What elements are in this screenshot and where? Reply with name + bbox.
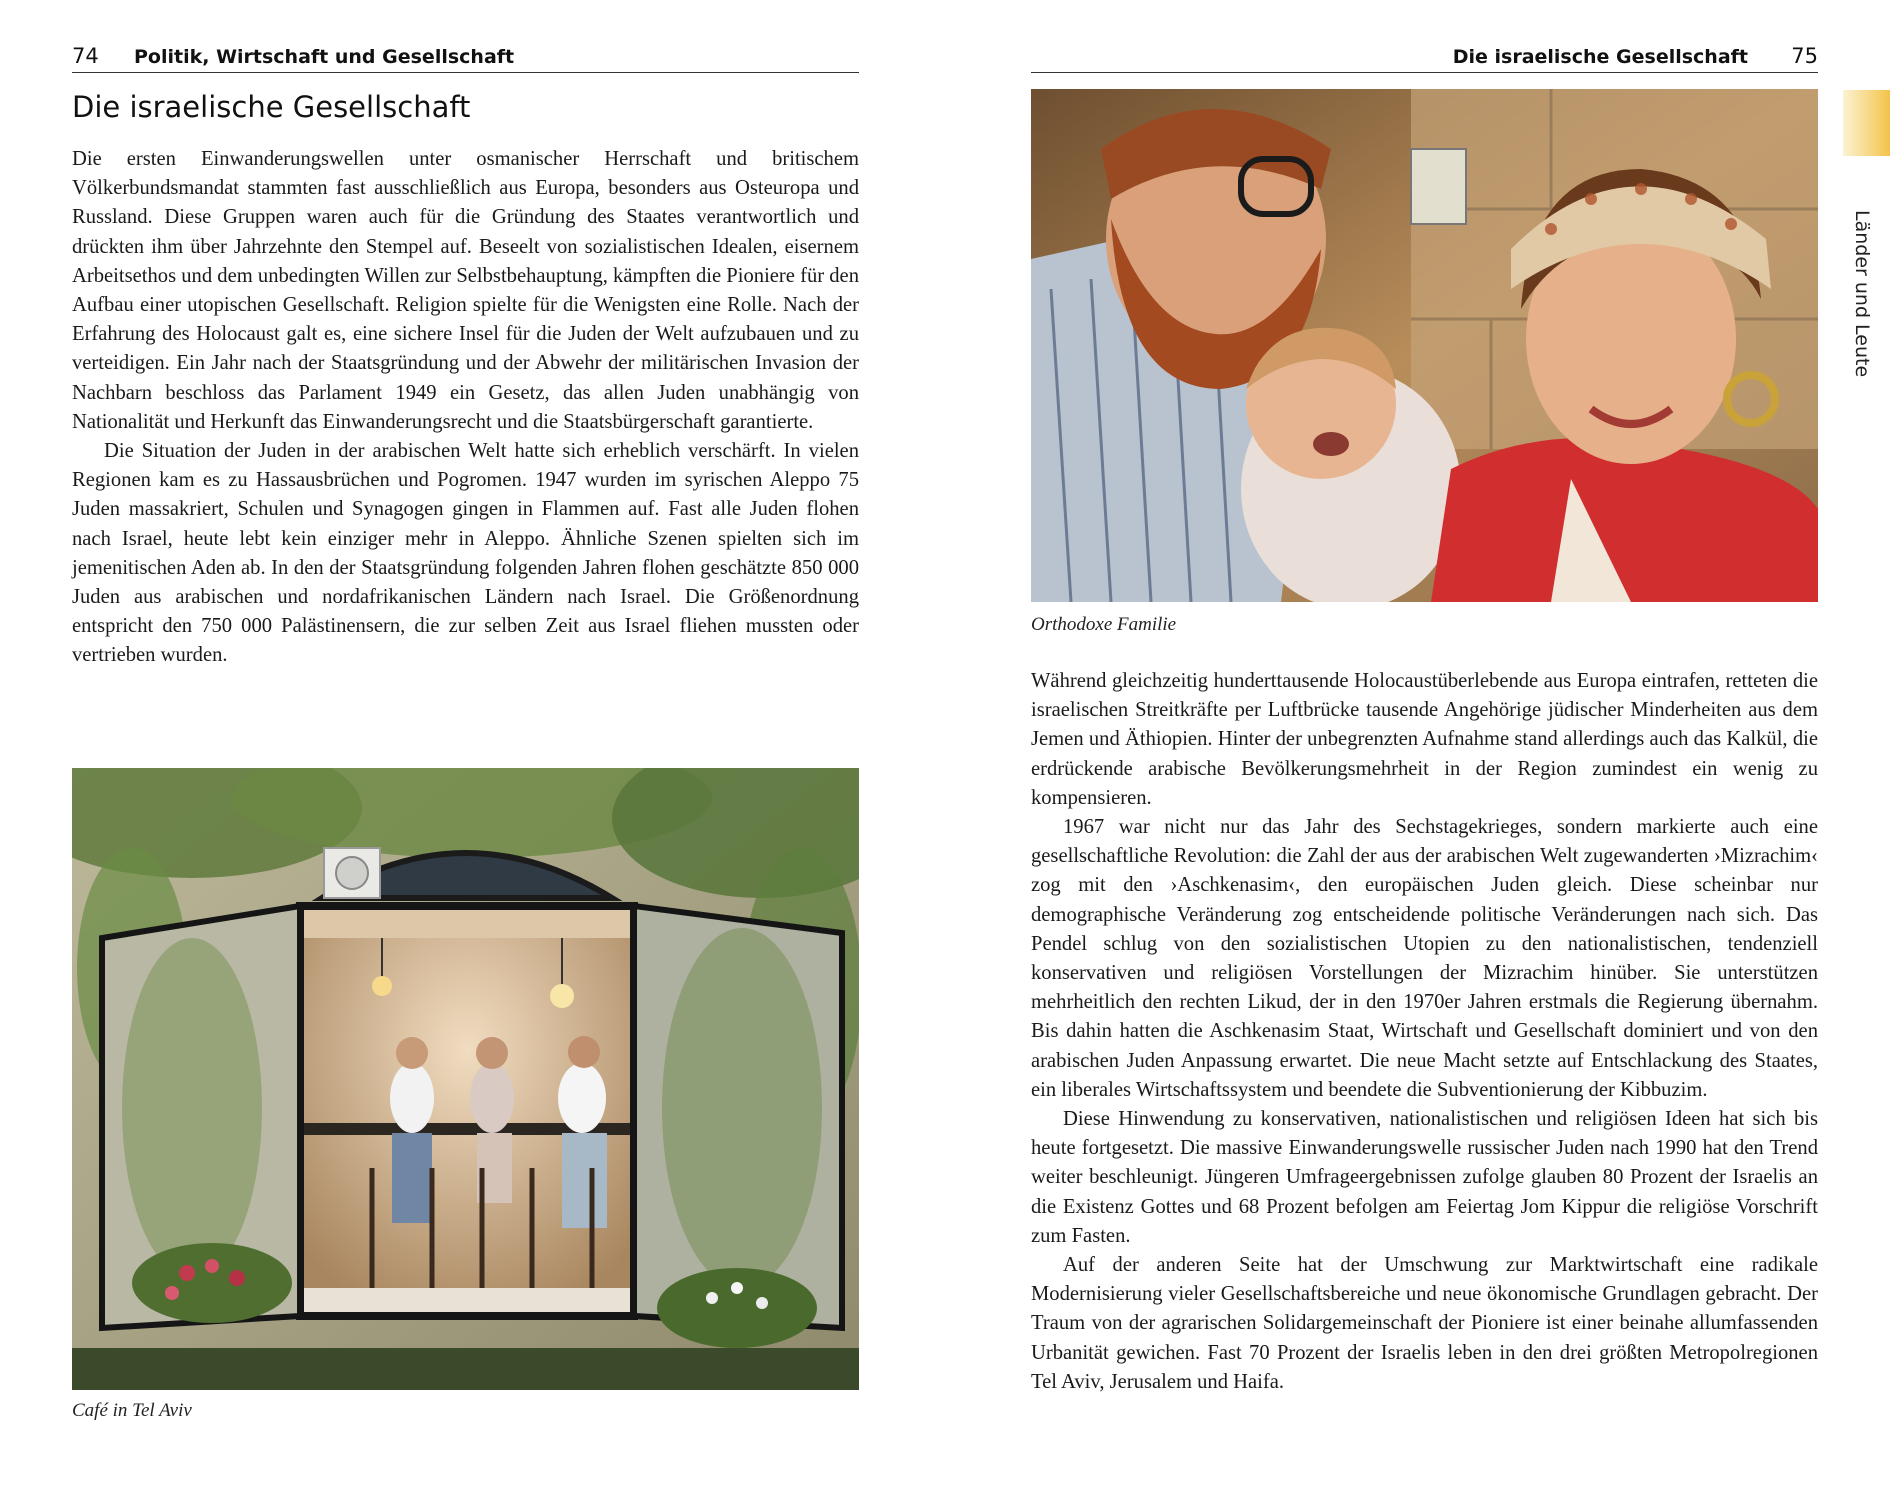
paragraph: Die ersten Einwanderungswellen unter osmanischer Herrschaft und britischem Völkerbundsmandat stammten fast ausschließlich aus Europa, besonders aus Osteuropa und Russland. Diese Gruppen waren auch für die Gründung des Staates verantwortlich und drückten ihm über Jahrzehnte den Stempel auf. Beseelt von sozialistischen Idealen, eisernem Arbeitsethos und dem unbedingten Willen zur Selbstbehauptung, kämpften die Pioniere für den Aufbau einer utopischen Gesellschaft. Religion spielte für die Wenigsten eine Rolle. Nach der Erfahrung des Holocaust galt es, eine sichere Insel für die Juden der Welt aufzubauen und zu verteidigen. Ein Jahr nach der Staatsgründung und der Abwehr der militärischen Invasion der Nachbarn beschloss das Parlament 1949 ein Gesetz, das allen Juden unabhängig von Nationalität und Herkunft das Einwanderungsrecht und die Staatsbürgerschaft garantierte. <box>72 148 859 433</box>
cafe-photo <box>72 768 859 1390</box>
running-head-right <box>1031 42 1818 73</box>
running-head-left <box>72 42 859 73</box>
family-photo <box>1031 89 1818 602</box>
paragraph: Auf der anderen Seite hat der Umschwung zur Marktwirtschaft eine radikale Modernisierung vieler Gesellschaftsbereiche und neue ökonomische Grundlagen gebracht. Der Traum von der agrarischen Solidargemeinschaft der Pioniere ist einer beinahe allumfassenden Urbanität gewichen. Fast 70 Prozent der Israelis leben in den drei größten Metropolregionen Tel Aviv, Jerusalem und Haifa. <box>1031 1254 1818 1393</box>
thumb-tab-marker <box>1843 90 1890 156</box>
running-head-title-left: Politik, Wirtschaft und Gesellschaft <box>134 46 515 68</box>
thumb-tab <box>1843 90 1890 1496</box>
right-page <box>945 0 1890 1496</box>
body-text-left <box>72 145 859 671</box>
photo-caption-left: Café in Tel Aviv <box>72 1400 192 1421</box>
body-text-right <box>1031 667 1818 1397</box>
paragraph: Diese Hinwendung zu konservativen, nationalistischen und religiösen Ideen hat sich bis heute fortgesetzt. Die massive Einwanderungswelle russischer Juden nach 1990 hat den Trend weiter beschleunigt. Jüngeren Umfrageergebnissen zufolge glauben 80 Prozent der Israelis an die Existenz Gottes und 68 Prozent befolgen am Feiertag Jom Kippur die religiöse Vorschrift zum Fasten. <box>1031 1108 1818 1247</box>
paragraph: Die Situation der Juden in der arabischen Welt hatte sich erheblich verschärft. In vielen Regionen kam es zu Hassausbrüchen und Pogromen. 1947 wurden im syrischen Aleppo 75 Juden massakriert, Schulen und Synagogen gingen in Flammen auf. Fast alle Juden flohen nach Israel, heute lebt kein einziger mehr in Aleppo. Ähnliche Szenen spielten sich im jemenitischen Aden ab. In den der Staatsgründung folgenden Jahren flohen geschätzte 850 000 Juden aus arabischen und nordafrikanischen Ländern nach Israel. Die Größenordnung entspricht den 750 000 Palästinensern, die zur selben Zeit aus Israel fliehen mussten oder vertrieben wurden. <box>72 440 859 667</box>
section-title: Die israelische Gesellschaft <box>72 90 471 124</box>
page-number-left: 74 <box>72 44 99 68</box>
thumb-tab-label: Länder und Leute <box>1851 210 1873 378</box>
running-head-title-right: Die israelische Gesellschaft <box>1452 46 1748 68</box>
paragraph: 1967 war nicht nur das Jahr des Sechstagekrieges, sondern markierte auch eine gesellschaftliche Revolution: die Zahl der aus der arabischen Welt zugewanderten ›Mizrachim‹ zog mit den ›Aschkenasim‹, den europäischen Juden gleich. Diese scheinbar nur demographische Veränderung zog entscheidende politische Veränderungen nach sich. Das Pendel schlug von den sozialistischen Utopien zu den nationalistischen, tendenziell konservativen und religiösen Vorstellungen der Mizrachim hinüber. Sie unterstützen mehrheitlich den rechten Likud, der in den 1970er Jahren erstmals die Regierung übernahm. Bis dahin hatten die Aschkenasim Staat, Wirtschaft und Gesellschaft dominiert und von den arabischen Juden Anpassung erwartet. Die neue Macht setzte auf Entschlackung des Staates, ein liberales Wirtschaftssystem und beendete die Subventionierung der Kibbuzim. <box>1031 816 1818 1101</box>
page-number-right: 75 <box>1791 44 1818 68</box>
photo-caption-right: Orthodoxe Familie <box>1031 614 1177 635</box>
paragraph: Während gleichzeitig hunderttausende Holocaustüberlebende aus Europa eintrafen, retteten die israelischen Streitkräfte per Luftbrücke tausende Angehörige jüdischer Minderheiten aus dem Jemen und Äthiopien. Hinter der unbegrenzten Aufnahme stand allerdings auch das Kalkül, die erdrückende arabische Bevölkerungsmehrheit in der Region zumindest ein wenig zu kompensieren. <box>1031 670 1818 809</box>
